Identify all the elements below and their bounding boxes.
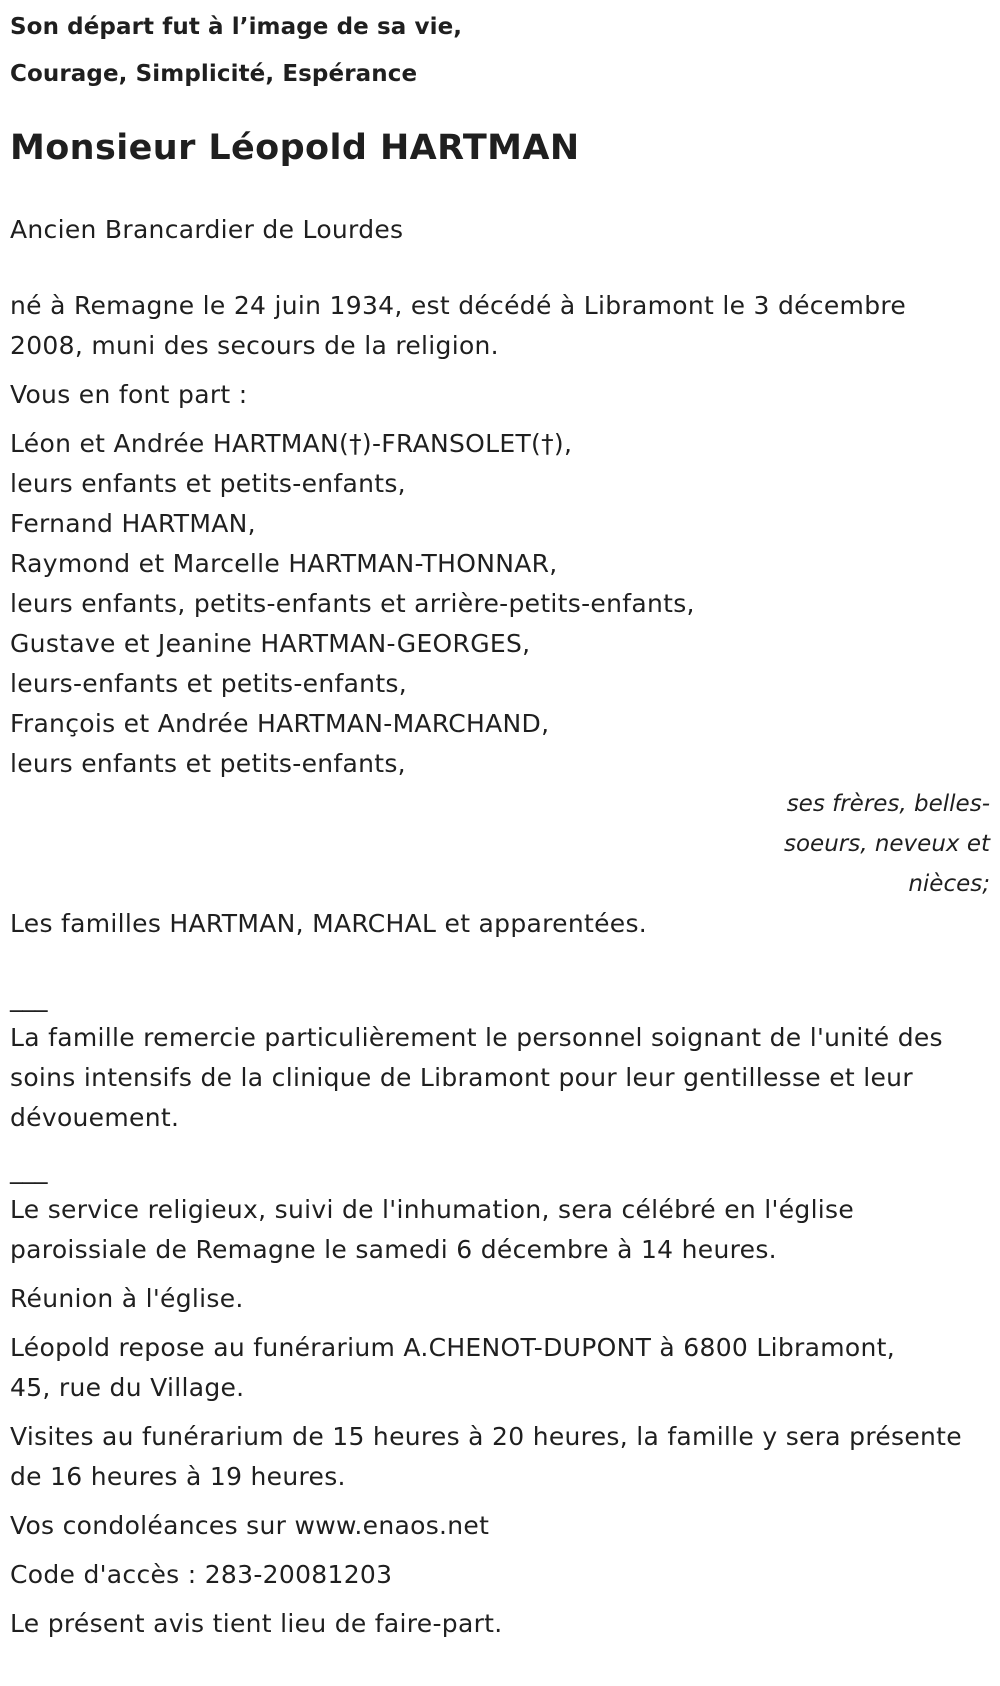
separator-2: ___: [10, 1155, 48, 1184]
condolences-text: Vos condoléances sur www.enaos.net: [10, 1511, 490, 1540]
deceased-subtitle: Ancien Brancardier de Lourdes: [10, 215, 404, 244]
relation-note: [10, 784, 990, 904]
service-line-1: Le service religieux, suivi de l'inhumation, sera célébré en l'église: [10, 1195, 855, 1224]
birth-death-line-2: 2008, muni des secours de la religion.: [10, 331, 499, 360]
family-line: Gustave et Jeanine HARTMAN-GEORGES,: [10, 629, 531, 658]
separator-1: ___: [10, 983, 48, 1012]
family-line: leurs-enfants et petits-enfants,: [10, 669, 408, 698]
rest-line-2: 45, rue du Village.: [10, 1373, 245, 1402]
birth-death-line-1: né à Remagne le 24 juin 1934, est décédé à Libramont le 3 décembre: [10, 291, 907, 320]
thanks-line-3: dévouement.: [10, 1103, 180, 1132]
thanks-paragraph: [10, 1018, 1000, 1138]
visits-paragraph: [10, 1417, 1000, 1497]
rest-paragraph: [10, 1328, 1000, 1408]
service-paragraph: [10, 1190, 1000, 1270]
service-line-2: paroissiale de Remagne le samedi 6 décembre à 14 heures.: [10, 1235, 777, 1264]
family-line: leurs enfants, petits-enfants et arrière-petits-enfants,: [10, 589, 695, 618]
family-line: Léon et Andrée HARTMAN(†)-FRANSOLET(†),: [10, 429, 573, 458]
families-line: Les familles HARTMAN, MARCHAL et apparentées.: [10, 909, 648, 938]
deceased-name: Monsieur Léopold HARTMAN: [10, 128, 580, 168]
epigraph-line-2: Courage, Simplicité, Espérance: [10, 61, 418, 87]
visits-line-1: Visites au funérarium de 15 heures à 20 heures, la famille y sera présente: [10, 1422, 962, 1451]
thanks-line-1: La famille remercie particulièrement le personnel soignant de l'unité des: [10, 1023, 943, 1052]
family-list: [10, 424, 1000, 784]
relation-line-1: ses frères, belles-: [786, 791, 990, 817]
relation-line-3: nièces;: [908, 871, 990, 897]
epigraph: [10, 4, 1000, 98]
epigraph-line-1: Son départ fut à l’image de sa vie,: [10, 14, 463, 40]
family-line: Fernand HARTMAN,: [10, 509, 256, 538]
thanks-line-2: soins intensifs de la clinique de Libramont pour leur gentillesse et leur: [10, 1063, 913, 1092]
family-line: leurs enfants et petits-enfants,: [10, 749, 406, 778]
birth-death-paragraph: [10, 286, 1000, 366]
notice-text: Le présent avis tient lieu de faire-part.: [10, 1609, 503, 1638]
family-line: leurs enfants et petits-enfants,: [10, 469, 406, 498]
family-line: François et Andrée HARTMAN-MARCHAND,: [10, 709, 550, 738]
visits-line-2: de 16 heures à 19 heures.: [10, 1462, 346, 1491]
announce-text: Vous en font part :: [10, 380, 248, 409]
relation-line-2: soeurs, neveux et: [783, 831, 990, 857]
family-line: Raymond et Marcelle HARTMAN-THONNAR,: [10, 549, 558, 578]
meeting-text: Réunion à l'église.: [10, 1284, 244, 1313]
obituary-notice: [10, 0, 1000, 1644]
access-code-text: Code d'accès : 283-20081203: [10, 1560, 393, 1589]
rest-line-1: Léopold repose au funérarium A.CHENOT-DUPONT à 6800 Libramont,: [10, 1333, 895, 1362]
